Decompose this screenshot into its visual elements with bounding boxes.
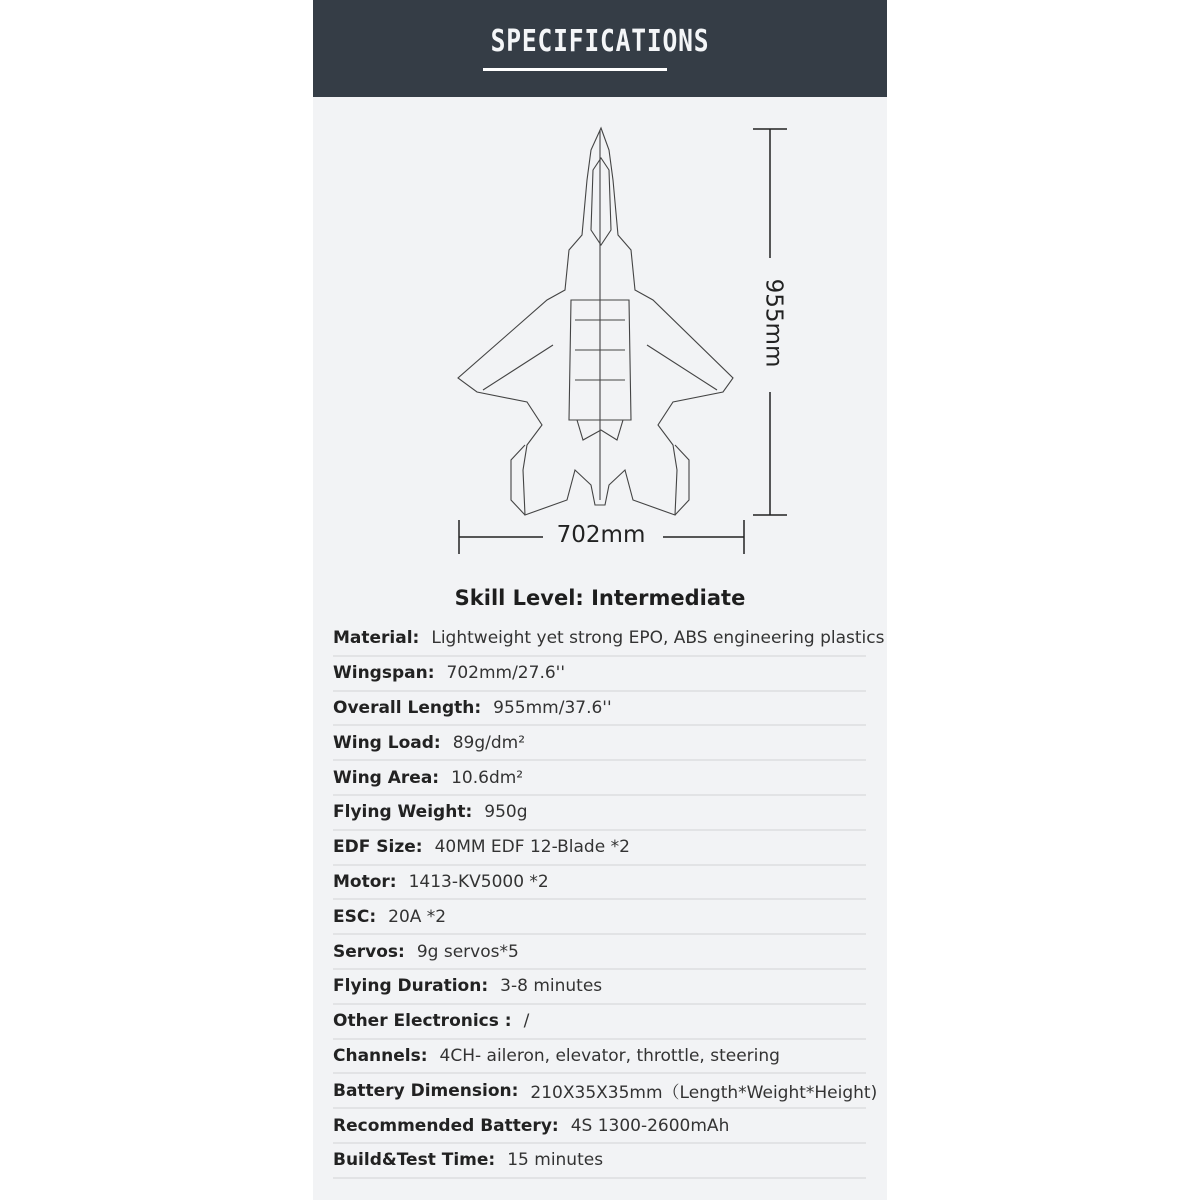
spec-row (333, 692, 866, 727)
spec-label: Flying Duration: (333, 976, 489, 997)
spec-row (333, 761, 866, 796)
spec-row (333, 970, 866, 1005)
spec-value: 3-8 minutes (500, 976, 603, 997)
spec-label: Material: (333, 628, 420, 649)
spec-label: Battery Dimension: (333, 1080, 519, 1101)
spec-label: Recommended Battery: (333, 1115, 559, 1136)
spec-value: 1413-KV5000 *2 (408, 871, 549, 892)
spec-value: 20A *2 (388, 906, 447, 927)
spec-label: Build&Test Time: (333, 1150, 496, 1171)
spec-label: EDF Size: (333, 837, 423, 858)
spec-value: 4S 1300-2600mAh (570, 1115, 730, 1136)
spec-value: Lightweight yet strong EPO, ABS engineering plastics (431, 628, 885, 649)
spec-label: Overall Length: (333, 697, 482, 718)
spec-label: Wingspan: (333, 663, 435, 684)
spec-label: ESC: (333, 906, 377, 927)
spec-value: 4CH- aileron, elevator, throttle, steering (439, 1045, 780, 1066)
spec-row (333, 622, 885, 657)
spec-value: 955mm/37.6'' (493, 697, 612, 718)
spec-value: 15 minutes (507, 1150, 604, 1171)
spec-value: 9g servos*5 (416, 941, 519, 962)
spec-row (333, 935, 866, 970)
spec-label: Other Electronics : (333, 1011, 512, 1032)
spec-row (333, 1109, 866, 1144)
spec-label: Motor: (333, 871, 397, 892)
spec-panel (313, 0, 887, 1200)
spec-value: 950g (484, 802, 528, 823)
spec-value: 210X35X35mm（Length*Weight*Height) (530, 1083, 878, 1104)
spec-row (333, 796, 866, 831)
skill-level: Skill Level: Intermediate (454, 586, 746, 610)
spec-value: 10.6dm² (451, 767, 524, 788)
spec-value: / (523, 1011, 530, 1032)
spec-label: Wing Load: (333, 732, 441, 753)
spec-row (333, 900, 866, 935)
spec-value: 40MM EDF 12-Blade *2 (434, 837, 630, 858)
spec-label: Servos: (333, 941, 405, 962)
page-title: SPECIFICATIONS (490, 24, 710, 59)
wingspan-dimension-label: 702mm (556, 522, 646, 548)
spec-label: Channels: (333, 1045, 428, 1066)
spec-row (333, 1040, 866, 1075)
spec-row (333, 831, 866, 866)
length-dimension-label: 955mm (760, 278, 787, 368)
spec-row (333, 1144, 866, 1179)
spec-label: Flying Weight: (333, 802, 473, 823)
dimension-lines (459, 129, 787, 554)
spec-row (333, 1005, 866, 1040)
spec-label: Wing Area: (333, 767, 440, 788)
spec-row (333, 726, 866, 761)
spec-row (333, 657, 866, 692)
spec-value: 702mm/27.6'' (446, 663, 566, 684)
spec-row (333, 1074, 878, 1109)
aircraft-diagram (313, 0, 887, 570)
spec-value: 89g/dm² (452, 732, 526, 753)
spec-list (333, 622, 885, 1179)
aircraft-outline (458, 128, 733, 515)
spec-row (333, 866, 866, 901)
